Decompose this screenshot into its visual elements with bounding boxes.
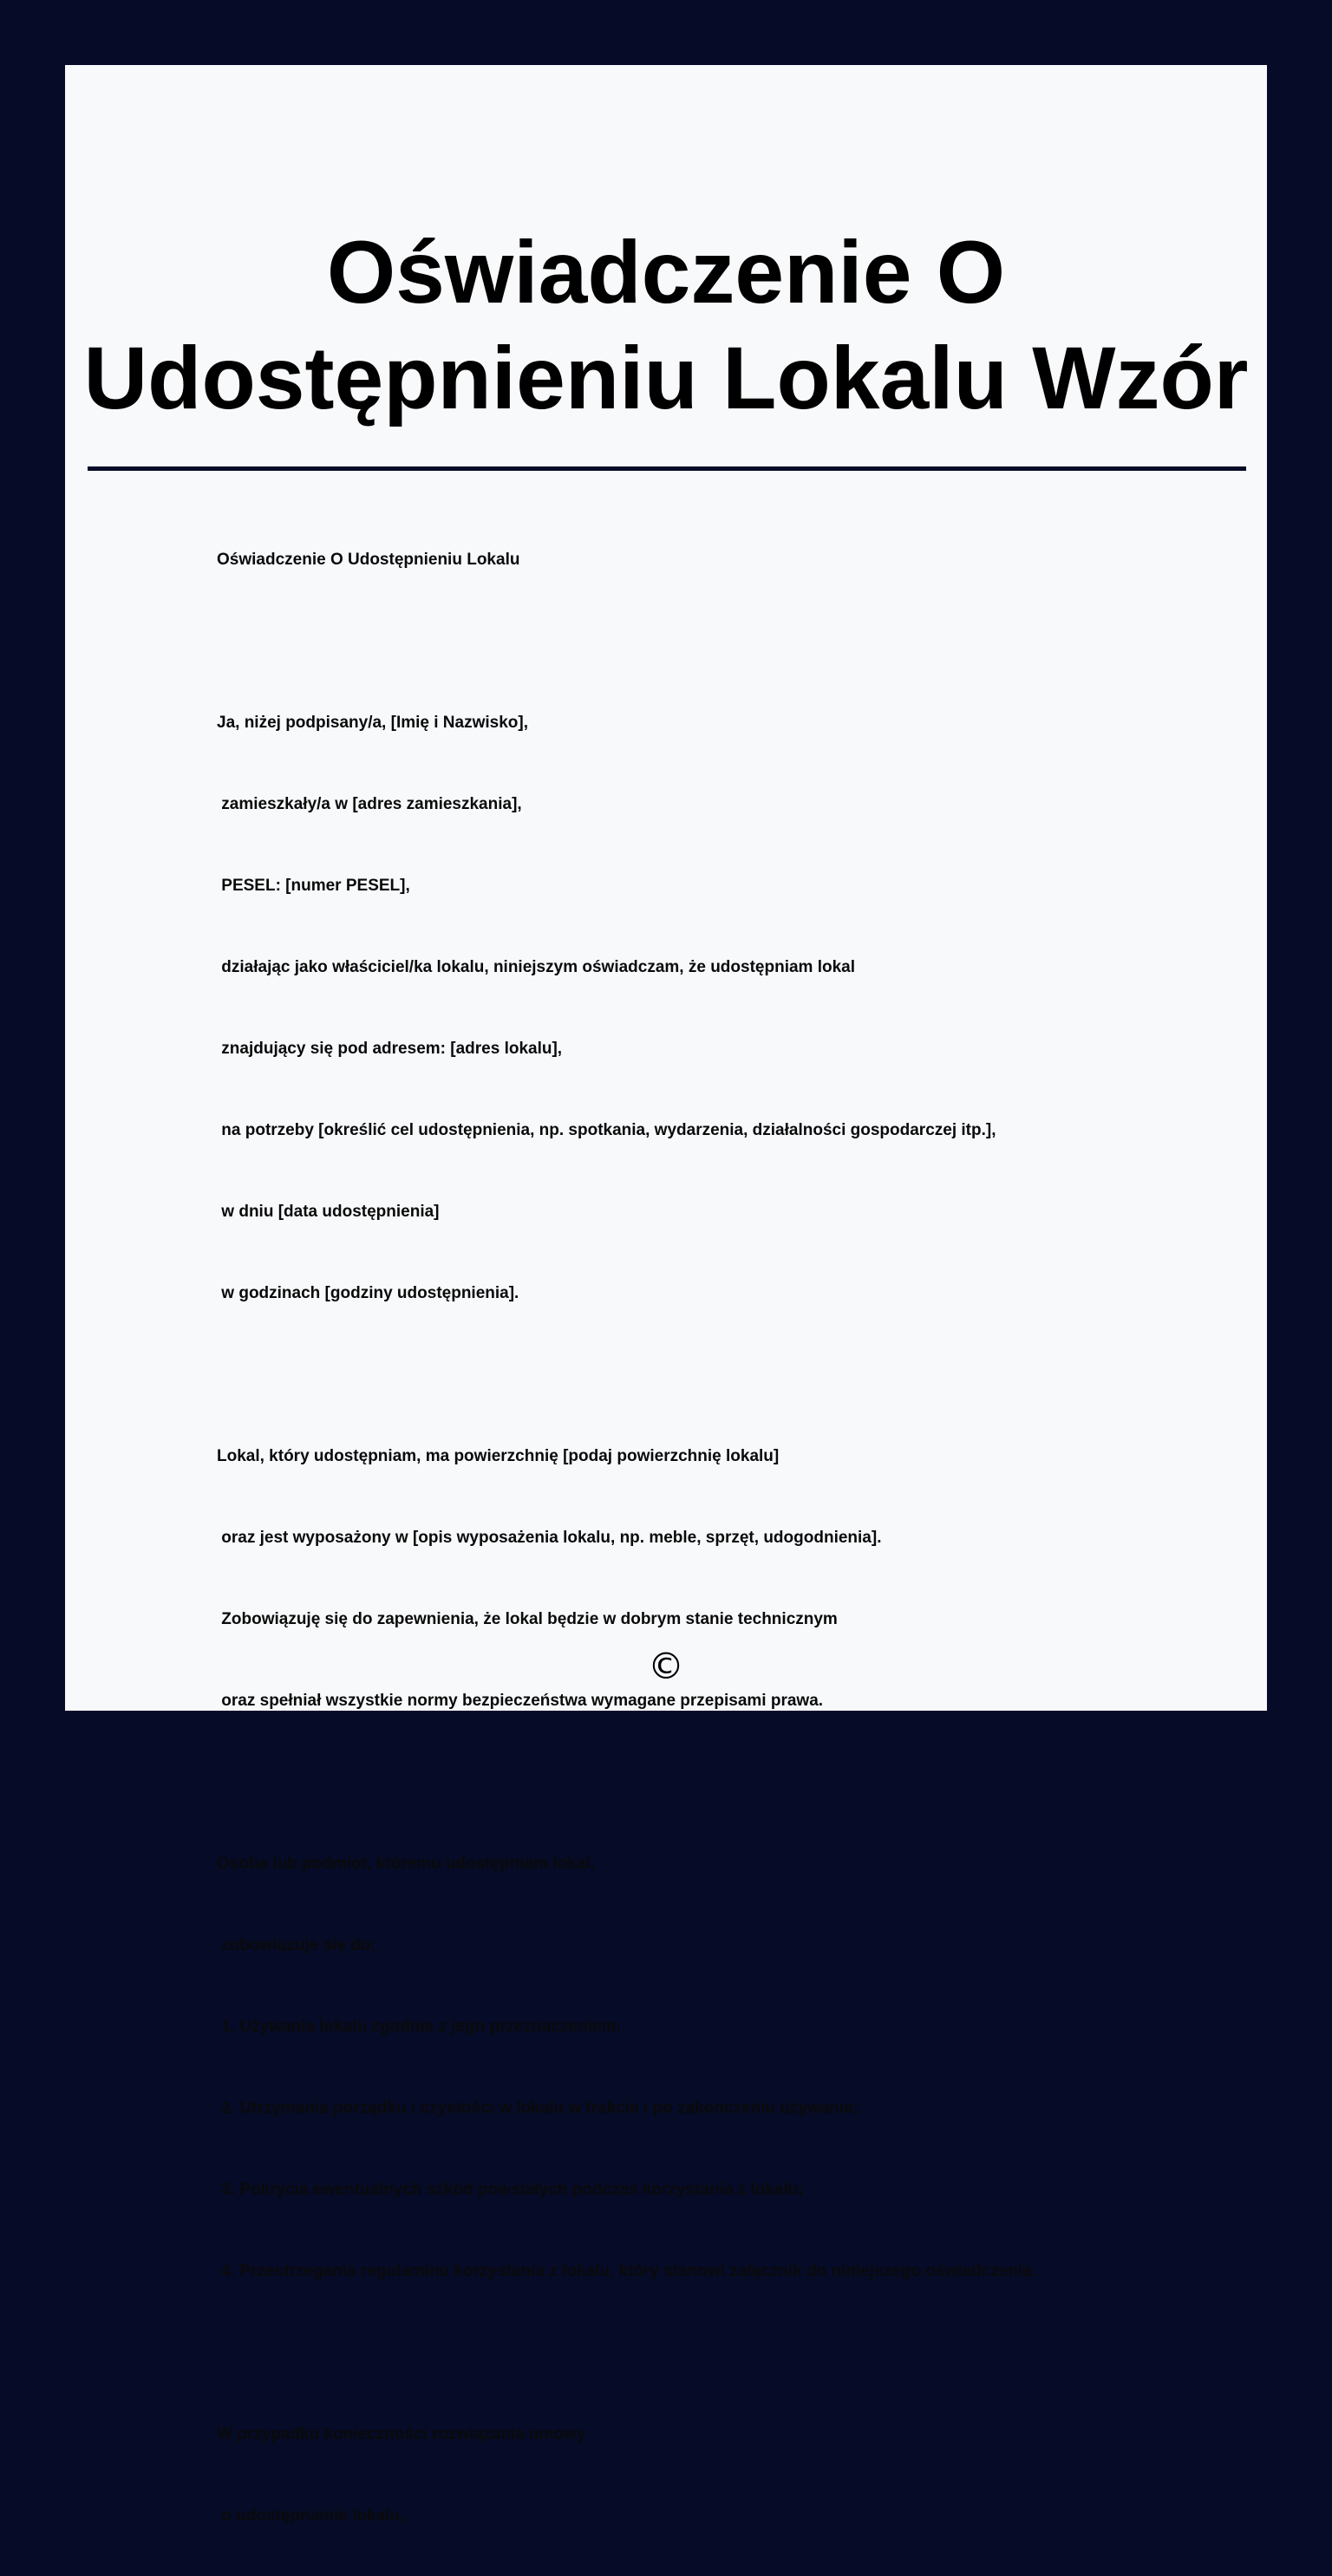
body-line: PESEL: [numer PESEL], xyxy=(217,877,410,895)
body-line: zobowiązuje się do: xyxy=(217,1936,376,1954)
body-line: na potrzeby [określić cel udostępnienia, np. spotkania, wydarzenia, działalności gospodarczej itp.], xyxy=(217,1121,996,1139)
body-line: o udostępnienie lokalu, xyxy=(217,2507,405,2525)
body-line xyxy=(217,1761,1223,1804)
body-line: w dniu [data udostępnienia] xyxy=(217,1203,440,1221)
document-page xyxy=(65,65,1267,2525)
body-line: w godzinach [godziny udostępnienia]. xyxy=(217,1284,519,1302)
title-divider xyxy=(88,466,1246,471)
body-line: W przypadku konieczności rozwiązania umowy xyxy=(217,2425,586,2443)
body-line: 2. Utrzymania porządku i czystości w lokalu w trakcie i po zakończeniu używania; xyxy=(217,2099,859,2117)
document-title: Oświadczenie O Udostępnieniu Lokalu Wzór xyxy=(83,223,1249,427)
body-line: działając jako właściciel/ka lokalu, niniejszym oświadczam, że udostępniam lokal xyxy=(217,958,856,976)
body-line: Lokal, który udostępniam, ma powierzchnię [podaj powierzchnię lokalu] xyxy=(217,1447,780,1465)
body-line: oraz jest wyposażony w [opis wyposażenia lokalu, np. meble, sprzęt, udogodnienia]. xyxy=(217,1529,882,1547)
body-line: 3. Pokrycia ewentualnych szkód powstałych podczas korzystania z lokalu; xyxy=(217,2181,804,2199)
copyright-icon: © xyxy=(648,1645,684,1687)
body-line: znajdujący się pod adresem: [adres lokalu], xyxy=(217,1040,563,1058)
body-line xyxy=(217,1353,1223,1397)
body-line xyxy=(217,2331,1223,2375)
body-line: oraz spełniał wszystkie normy bezpieczeństwa wymagane przepisami prawa. xyxy=(217,1692,824,1710)
body-line: Ja, niżej podpisany/a, [Imię i Nazwisko], xyxy=(217,714,528,732)
document-body xyxy=(217,500,1223,2576)
body-line: 4. Przestrzegania regulaminu korzystania z lokalu, który stanowi załącznik do niniejszego oświadczenia. xyxy=(217,2262,1036,2280)
body-line: Osoba lub podmiot, któremu udostępniam lokal, xyxy=(217,1855,595,1873)
body-line: 1. Używania lokalu zgodnie z jego przeznaczeniem; xyxy=(217,2018,622,2036)
body-line: Zobowiązuję się do zapewnienia, że lokal będzie w dobrym stanie technicznym xyxy=(217,1610,838,1628)
body-line: zamieszkały/a w [adres zamieszkania], xyxy=(217,795,522,813)
body-line: Oświadczenie O Udostępnieniu Lokalu xyxy=(217,551,520,569)
body-line xyxy=(217,620,1223,663)
